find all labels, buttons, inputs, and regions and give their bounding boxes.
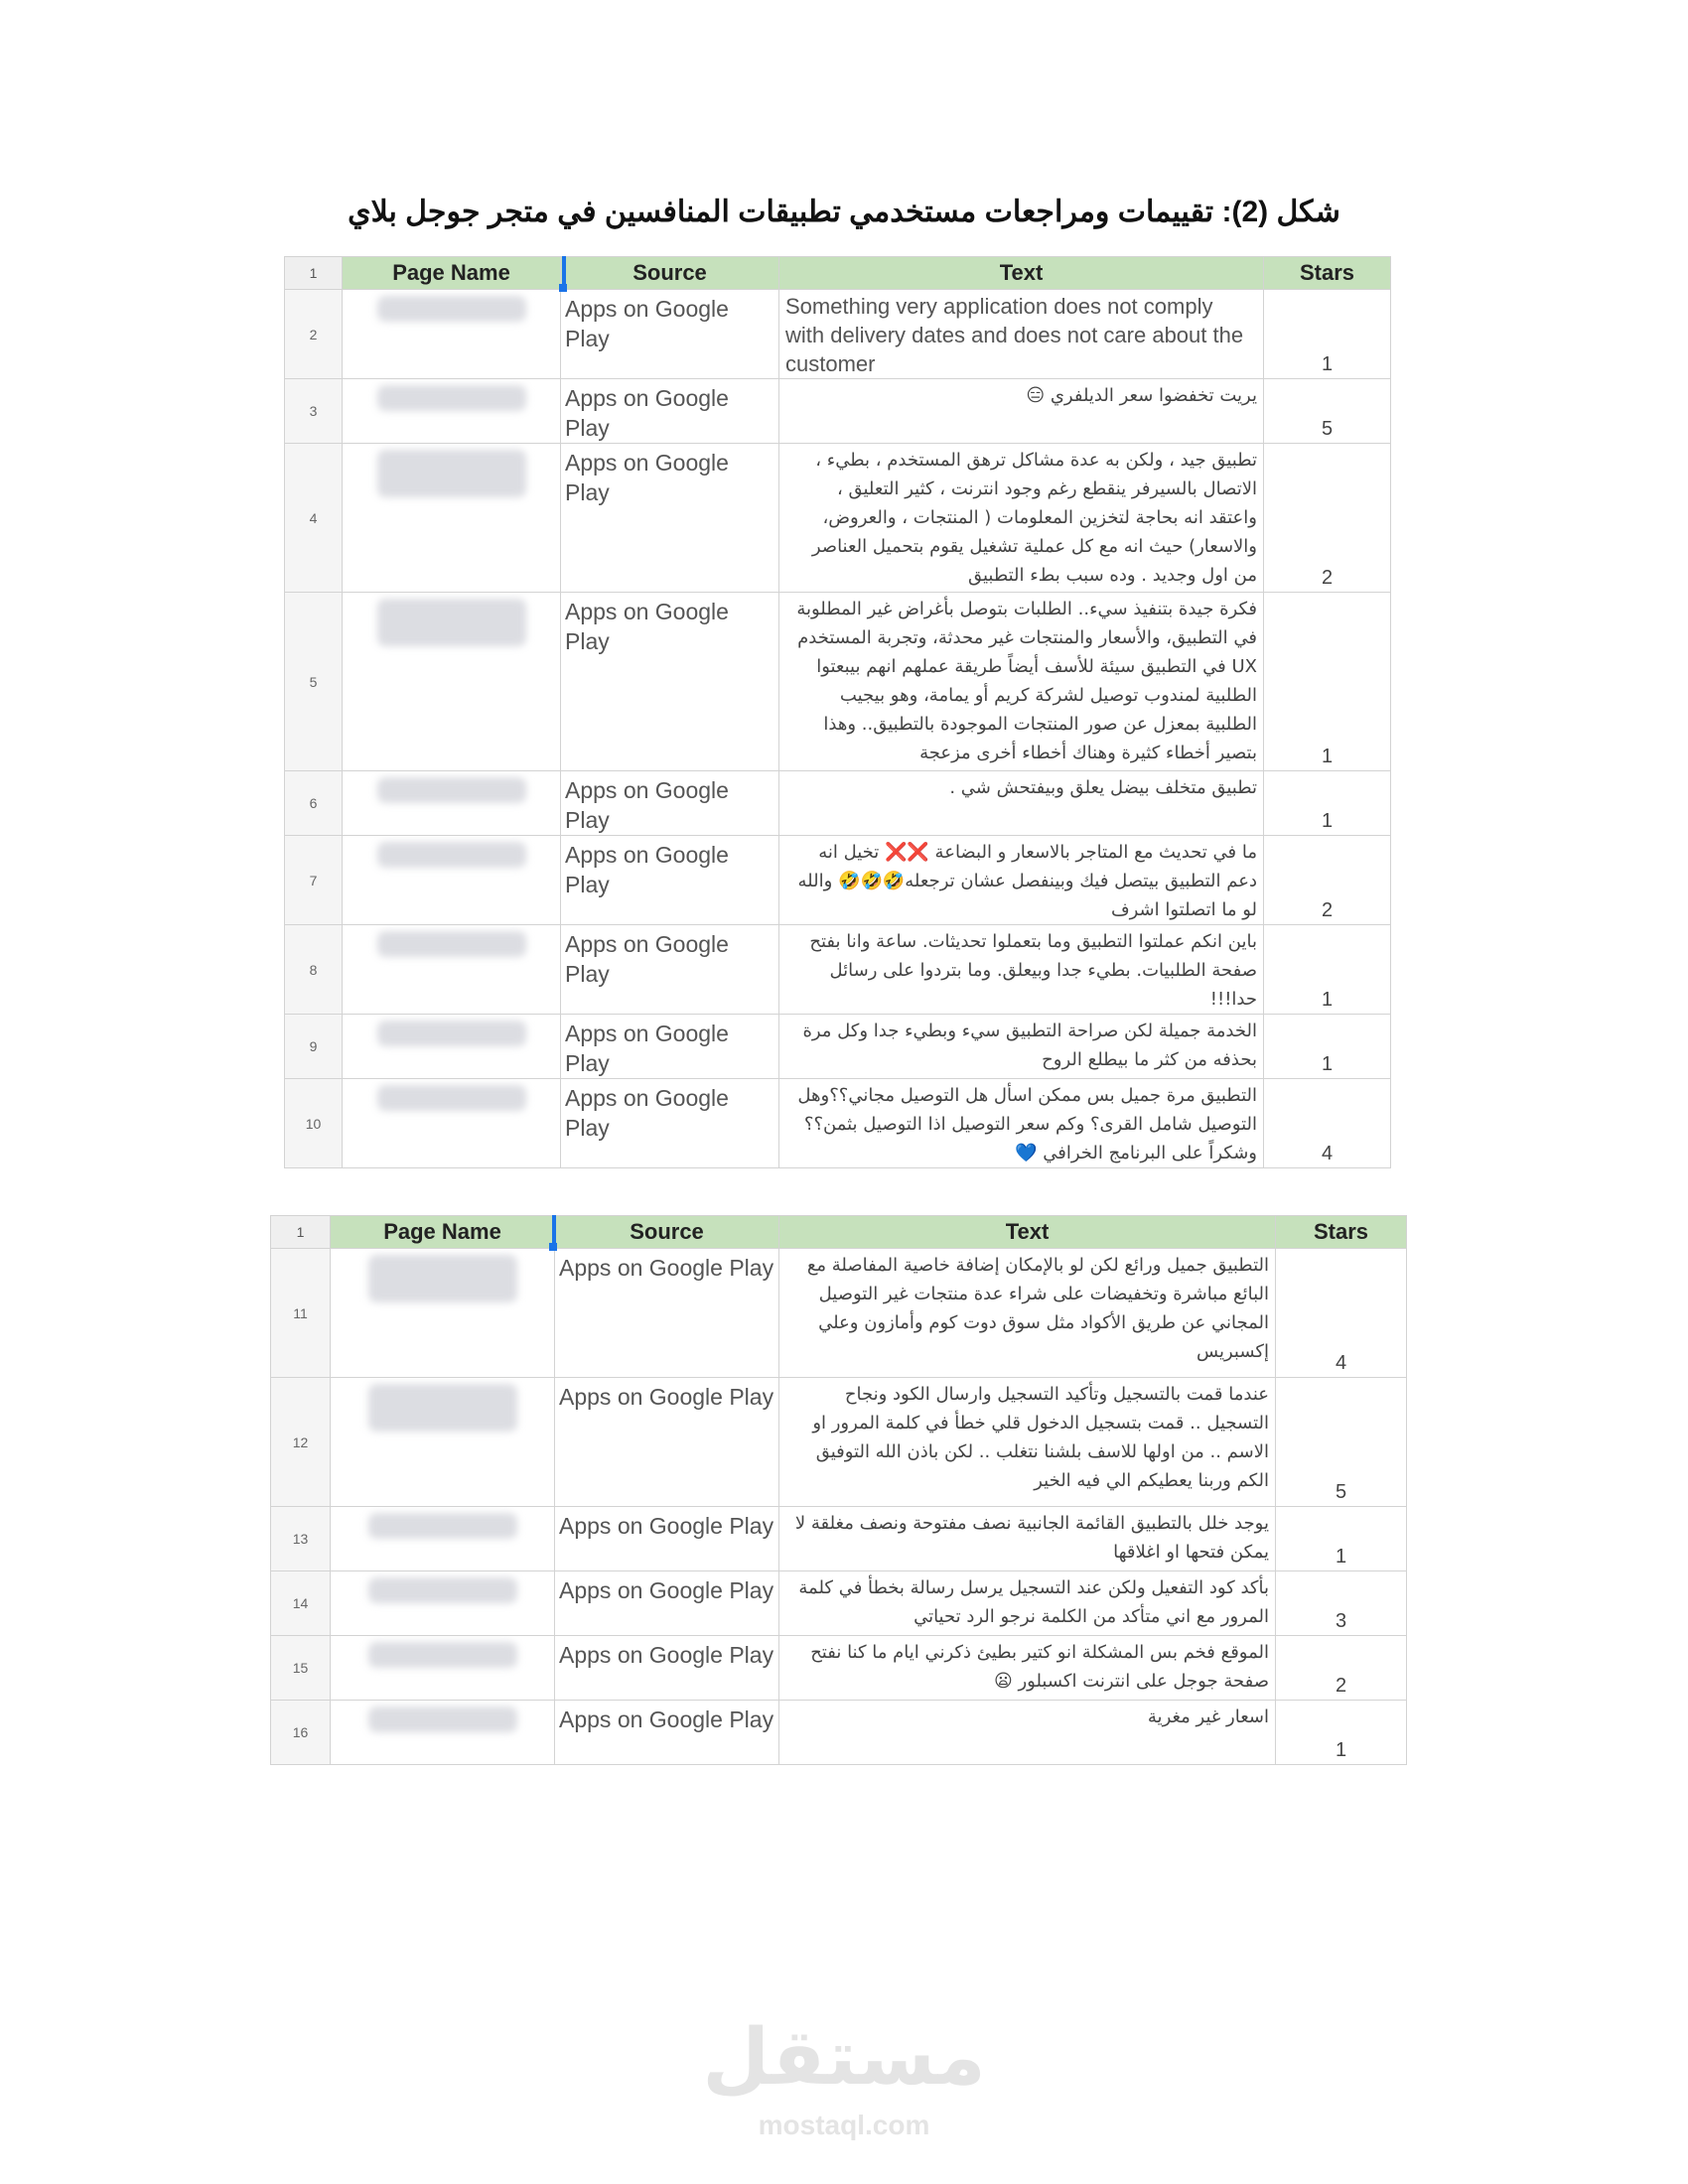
review-text-cell[interactable]: باين انكم عملتوا التطبيق وما بتعملوا تحديثات. ساعة وانا بفتح صفحة الطلبيات. بطيء جدا وبيعلق. وما بتردوا على رسائل حدا!!! bbox=[779, 925, 1264, 1015]
stars-cell[interactable]: 4 bbox=[1276, 1249, 1407, 1378]
table-row bbox=[285, 379, 1391, 444]
watermark-logo: مستقل bbox=[702, 2013, 986, 2103]
column-header-text[interactable]: Text bbox=[779, 257, 1264, 290]
table-row bbox=[271, 1571, 1407, 1636]
redacted-page-name bbox=[377, 599, 526, 646]
redacted-page-name bbox=[368, 1577, 517, 1603]
figure-title: شكل (2): تقييمات ومراجعات مستخدمي تطبيقات المنافسين في متجر جوجل بلاي bbox=[348, 196, 1340, 228]
redacted-page-name bbox=[368, 1642, 517, 1668]
redacted-page-name bbox=[377, 450, 526, 497]
table-row bbox=[271, 1701, 1407, 1765]
watermark-url: mostaql.com bbox=[758, 2110, 930, 2140]
source-cell[interactable]: Apps on Google Play bbox=[561, 593, 779, 771]
page-name-cell[interactable] bbox=[343, 444, 561, 593]
row-number[interactable]: 10 bbox=[285, 1079, 343, 1168]
page-name-cell[interactable] bbox=[331, 1636, 555, 1701]
table-row bbox=[285, 1079, 1391, 1168]
row-number[interactable]: 15 bbox=[271, 1636, 331, 1701]
review-text-cell[interactable]: التطبيق مرة جميل بس ممكن اسأل هل التوصيل مجاني؟؟وهل التوصيل شامل القرى؟ وكم سعر التوصيل اذا التوصيل بثمن؟؟وشكراً على البرنامج الخرافي 💙 bbox=[779, 1079, 1264, 1168]
redacted-page-name bbox=[368, 1706, 517, 1732]
source-cell[interactable]: Apps on Google Play bbox=[555, 1701, 779, 1765]
page-name-cell[interactable] bbox=[331, 1378, 555, 1507]
row-number[interactable]: 3 bbox=[285, 379, 343, 444]
review-text-cell[interactable]: ما في تحديث مع المتاجر بالاسعار و البضاعة ❌❌ تخيل انه دعم التطبيق بيتصل فيك وبينفصل عشان ترجعله🤣🤣🤣 والله لو ما اتصلتوا اشرف bbox=[779, 836, 1264, 925]
column-header-stars[interactable]: Stars bbox=[1264, 257, 1391, 290]
redacted-page-name bbox=[377, 931, 526, 957]
row-number-header[interactable]: 1 bbox=[285, 257, 343, 290]
table-row bbox=[271, 1249, 1407, 1378]
page-name-cell[interactable] bbox=[343, 290, 561, 379]
redacted-page-name bbox=[377, 777, 526, 803]
redacted-page-name bbox=[368, 1384, 517, 1432]
stars-cell[interactable]: 1 bbox=[1264, 593, 1391, 771]
redacted-page-name bbox=[377, 1021, 526, 1046]
review-text-cell[interactable]: تطبيق متخلف بيضل يعلق وبيفتحش شي . bbox=[779, 771, 1264, 836]
row-number-header[interactable]: 1 bbox=[271, 1216, 331, 1249]
redacted-page-name bbox=[377, 296, 526, 322]
column-header-source[interactable]: Source bbox=[561, 257, 779, 290]
review-text-cell[interactable]: فكرة جيدة بتنفيذ سيء.. الطلبات بتوصل بأغراض غير المطلوبة في التطبيق، والأسعار والمنتجات غير محدثة، وتجربة المستخدم UX في التطبيق سيئة للأسف أيضاً طريقة عملهم انهم بيبعتوا الطلبية لمندوب توصيل لشركة كريم أو يمامة، وهو بيجيب الطلبية بمعزل عن صور المنتجات الموجودة بالتطبيق.. وهذا بتصير أخطاء كثيرة وهناك أخطاء أخرى مزعجة bbox=[779, 593, 1264, 771]
review-text-cell[interactable]: بأكد كود التفعيل ولكن عند التسجيل يرسل رسالة بخطأ في كلمة المرور مع اني متأكد من الكلمة نرجو الرد تحياتي bbox=[779, 1571, 1276, 1636]
source-cell[interactable]: Apps on Google Play bbox=[555, 1378, 779, 1507]
page-name-cell[interactable] bbox=[331, 1507, 555, 1571]
row-number[interactable]: 2 bbox=[285, 290, 343, 379]
stars-cell[interactable]: 1 bbox=[1264, 290, 1391, 379]
table-row bbox=[285, 444, 1391, 593]
row-number[interactable]: 11 bbox=[271, 1249, 331, 1378]
source-cell[interactable]: Apps on Google Play bbox=[561, 836, 779, 925]
page-name-cell[interactable] bbox=[343, 593, 561, 771]
row-number[interactable]: 5 bbox=[285, 593, 343, 771]
review-text-cell[interactable]: يريت تخفضوا سعر الديلفري 😑 bbox=[779, 379, 1264, 444]
column-header-source[interactable]: Source bbox=[555, 1216, 779, 1249]
stars-cell[interactable]: 2 bbox=[1264, 444, 1391, 593]
table-row bbox=[271, 1636, 1407, 1701]
row-number[interactable]: 14 bbox=[271, 1571, 331, 1636]
redacted-page-name bbox=[377, 842, 526, 868]
page-name-cell[interactable] bbox=[343, 1079, 561, 1168]
source-cell[interactable]: Apps on Google Play bbox=[561, 1015, 779, 1079]
stars-cell[interactable]: 2 bbox=[1264, 836, 1391, 925]
selection-handle[interactable] bbox=[549, 1243, 557, 1251]
table-row bbox=[285, 836, 1391, 925]
review-text-cell[interactable]: الموقع فخم بس المشكلة انو كتير بطيئ ذكرني ايام ما كنا نفتح صفحة جوجل على انترنت اكسبلور 😦 bbox=[779, 1636, 1276, 1701]
column-header-page-name[interactable]: Page Name bbox=[343, 257, 561, 290]
row-number[interactable]: 7 bbox=[285, 836, 343, 925]
row-number[interactable]: 13 bbox=[271, 1507, 331, 1571]
stars-cell[interactable]: 5 bbox=[1264, 379, 1391, 444]
review-text-cell[interactable]: اسعار غير مغرية bbox=[779, 1701, 1276, 1765]
page-name-cell[interactable] bbox=[343, 379, 561, 444]
stars-cell[interactable]: 1 bbox=[1276, 1701, 1407, 1765]
stars-cell[interactable]: 1 bbox=[1276, 1507, 1407, 1571]
source-cell[interactable]: Apps on Google Play bbox=[561, 771, 779, 836]
table-row bbox=[285, 925, 1391, 1015]
reviews-sheet-1 bbox=[284, 256, 1391, 1168]
row-number[interactable]: 9 bbox=[285, 1015, 343, 1079]
table-row bbox=[271, 1507, 1407, 1571]
table-row bbox=[285, 771, 1391, 836]
row-number[interactable]: 12 bbox=[271, 1378, 331, 1507]
review-text-cell[interactable]: الخدمة جميلة لكن صراحة التطبيق سيء وبطيء جدا وكل مرة بحذفه من كثر ما بيطلع الروح bbox=[779, 1015, 1264, 1079]
selection-handle[interactable] bbox=[559, 284, 567, 292]
page-name-cell[interactable] bbox=[343, 771, 561, 836]
table-row bbox=[285, 593, 1391, 771]
page-name-cell[interactable] bbox=[343, 836, 561, 925]
column-header-stars[interactable]: Stars bbox=[1276, 1216, 1407, 1249]
source-cell[interactable]: Apps on Google Play bbox=[555, 1249, 779, 1378]
reviews-sheet-2 bbox=[270, 1215, 1407, 1765]
stars-cell[interactable]: 4 bbox=[1264, 1079, 1391, 1168]
column-header-page-name[interactable]: Page Name bbox=[331, 1216, 555, 1249]
source-cell[interactable]: Apps on Google Play bbox=[561, 379, 779, 444]
page-name-cell[interactable] bbox=[331, 1249, 555, 1378]
table-row bbox=[285, 290, 1391, 379]
row-number[interactable]: 16 bbox=[271, 1701, 331, 1765]
source-cell[interactable]: Apps on Google Play bbox=[561, 290, 779, 379]
source-cell[interactable]: Apps on Google Play bbox=[561, 1079, 779, 1168]
source-cell[interactable]: Apps on Google Play bbox=[555, 1636, 779, 1701]
review-text-cell[interactable]: Something very application does not comply with delivery dates and does not care about the customer bbox=[779, 290, 1264, 379]
source-cell[interactable]: Apps on Google Play bbox=[561, 444, 779, 593]
row-number[interactable]: 6 bbox=[285, 771, 343, 836]
redacted-page-name bbox=[368, 1255, 517, 1302]
stars-cell[interactable]: 1 bbox=[1264, 1015, 1391, 1079]
review-text-cell[interactable]: يوجد خلل بالتطبيق القائمة الجانبية نصف مفتوحة ونصف مغلقة لا يمكن فتحها او اغلاقها bbox=[779, 1507, 1276, 1571]
header-row bbox=[285, 257, 1391, 290]
header-row bbox=[271, 1216, 1407, 1249]
stars-cell[interactable]: 1 bbox=[1264, 771, 1391, 836]
stars-cell[interactable]: 3 bbox=[1276, 1571, 1407, 1636]
column-header-text[interactable]: Text bbox=[779, 1216, 1276, 1249]
review-text-cell[interactable]: التطبيق جميل ورائع لكن لو بالإمكان إضافة خاصية المفاصلة مع البائع مباشرة وتخفيضات على شراء عدة منتجات غير التوصيل المجاني عن طريق الأكواد مثل سوق دوت كوم وأمازون وعلي إكسبريس bbox=[779, 1249, 1276, 1378]
page-name-cell[interactable] bbox=[331, 1571, 555, 1636]
review-text-cell[interactable]: تطبيق جيد ، ولكن به عدة مشاكل ترهق المستخدم ، بطيء ، الاتصال بالسيرفر ينقطع رغم وجود انترنت ، كثير التعليق ، واعتقد انه بحاجة لتخزين المعلومات ( المنتجات ، والعروض، والاسعار) حيث انه مع كل عملية تشغيل يقوم بتحميل العناصر من اول وجديد . وده سبب بطء التطبيق bbox=[779, 444, 1264, 593]
table-row bbox=[271, 1378, 1407, 1507]
redacted-page-name bbox=[377, 1085, 526, 1111]
redacted-page-name bbox=[368, 1513, 517, 1539]
row-number[interactable]: 8 bbox=[285, 925, 343, 1015]
stars-cell[interactable]: 5 bbox=[1276, 1378, 1407, 1507]
stars-cell[interactable]: 1 bbox=[1264, 925, 1391, 1015]
source-cell[interactable]: Apps on Google Play bbox=[561, 925, 779, 1015]
source-cell[interactable]: Apps on Google Play bbox=[555, 1507, 779, 1571]
page-name-cell[interactable] bbox=[331, 1701, 555, 1765]
review-text-cell[interactable]: عندما قمت بالتسجيل وتأكيد التسجيل وارسال الكود ونجاح التسجيل .. قمت بتسجيل الدخول قلي خطأ في كلمة المرور او الاسم .. من اولها للاسف بلشنا نتغلب .. لكن باذن الله التوفيق الكم وربنا يعطيكم الي فيه الخير bbox=[779, 1378, 1276, 1507]
page-name-cell[interactable] bbox=[343, 925, 561, 1015]
stars-cell[interactable]: 2 bbox=[1276, 1636, 1407, 1701]
row-number[interactable]: 4 bbox=[285, 444, 343, 593]
page-name-cell[interactable] bbox=[343, 1015, 561, 1079]
redacted-page-name bbox=[377, 385, 526, 411]
source-cell[interactable]: Apps on Google Play bbox=[555, 1571, 779, 1636]
table-row bbox=[285, 1015, 1391, 1079]
